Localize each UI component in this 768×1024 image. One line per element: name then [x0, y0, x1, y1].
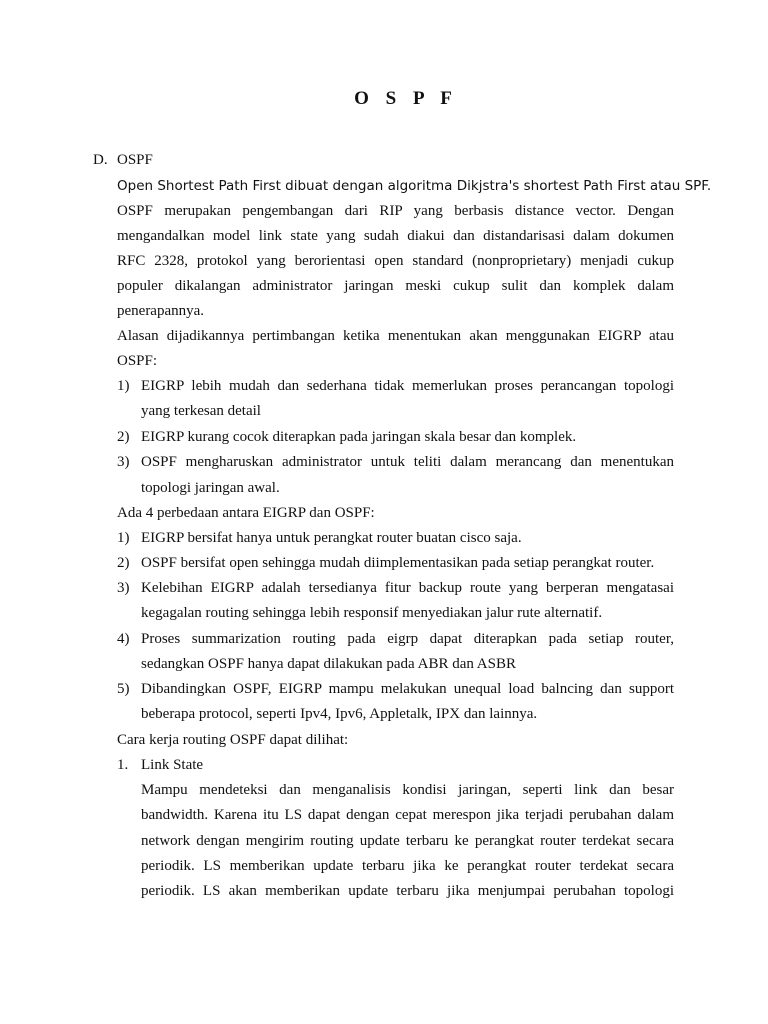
workflow-line: Mampu mendeteksi dan menganalisis kondisi jaringan, seperti link dan besar — [141, 782, 674, 798]
difference-line: Proses summarization routing pada eigrp dapat diterapkan pada setiap router, — [141, 631, 674, 647]
section-heading: OSPF — [117, 152, 153, 168]
workflow-intro: Cara kerja routing OSPF dapat dilihat: — [117, 732, 349, 748]
reason-line: EIGRP kurang cocok diterapkan pada jaringan skala besar dan komplek. — [141, 429, 577, 445]
difference-marker: 2) — [117, 555, 130, 571]
intro-line: Open Shortest Path First dibuat dengan algoritma Dikjstra's shortest Path First atau SPF. — [117, 178, 712, 194]
workflow-line: periodik. LS memberikan update terbaru jika ke perangkat router terdekat secara — [141, 858, 674, 874]
intro-line: RFC 2328, protokol yang berorientasi open standard (nonproprietary) menjadi cukup — [117, 253, 674, 269]
reasons-intro-line: OSPF: — [117, 353, 158, 369]
difference-marker: 3) — [117, 580, 130, 596]
difference-line: beberapa protocol, seperti Ipv4, Ipv6, Appletalk, IPX dan lainnya. — [141, 706, 538, 722]
difference-line: kegagalan routing sehingga lebih responsif menyediakan jalur rute alternatif. — [141, 605, 603, 621]
difference-line: EIGRP bersifat hanya untuk perangkat router buatan cisco saja. — [141, 530, 522, 546]
differences-intro: Ada 4 perbedaan antara EIGRP dan OSPF: — [117, 505, 375, 521]
intro-line: penerapannya. — [117, 303, 205, 319]
workflow-marker: 1. — [117, 757, 129, 773]
intro-line: OSPF merupakan pengembangan dari RIP yang berbasis distance vector. Dengan — [117, 203, 674, 219]
difference-line: OSPF bersifat open sehingga mudah diimplementasikan pada setiap perangkat router. — [141, 555, 655, 571]
reason-line: OSPF mengharuskan administrator untuk teliti dalam merancang dan menentukan — [141, 454, 674, 470]
intro-line: populer dikalangan administrator jaringan meski cukup sulit dan komplek dalam — [117, 278, 674, 294]
intro-line: mengandalkan model link state yang sudah diakui dan distandarisasi dalam dokumen — [117, 228, 674, 244]
workflow-line: network dengan mengirim routing update terbaru ke perangkat router terdekat secara — [141, 833, 674, 849]
reason-marker: 1) — [117, 378, 130, 394]
difference-marker: 4) — [117, 631, 130, 647]
reason-line: topologi jaringan awal. — [141, 480, 280, 496]
page-title: O S P F — [354, 88, 458, 109]
reason-line: yang terkesan detail — [141, 403, 261, 419]
difference-line: Kelebihan EIGRP adalah tersedianya fitur backup route yang berperan mengatasai — [141, 580, 674, 596]
difference-marker: 1) — [117, 530, 130, 546]
reasons-intro-line: Alasan dijadikannya pertimbangan ketika menentukan akan menggunakan EIGRP atau — [117, 328, 674, 344]
reason-line: EIGRP lebih mudah dan sederhana tidak memerlukan proses perancangan topologi — [141, 378, 674, 394]
workflow-heading: Link State — [141, 757, 204, 773]
reason-marker: 3) — [117, 454, 130, 470]
section-marker: D. — [93, 152, 108, 168]
reason-marker: 2) — [117, 429, 130, 445]
difference-marker: 5) — [117, 681, 130, 697]
difference-line: sedangkan OSPF hanya dapat dilakukan pada ABR dan ASBR — [141, 656, 516, 672]
difference-line: Dibandingkan OSPF, EIGRP mampu melakukan unequal load balncing dan support — [141, 681, 674, 697]
workflow-line: bandwidth. Karena itu LS dapat dengan cepat merespon jika terjadi perubahan dalam — [141, 807, 674, 823]
workflow-line: periodik. LS akan memberikan update terbaru jika menjumpai perubahan topologi — [141, 883, 674, 899]
